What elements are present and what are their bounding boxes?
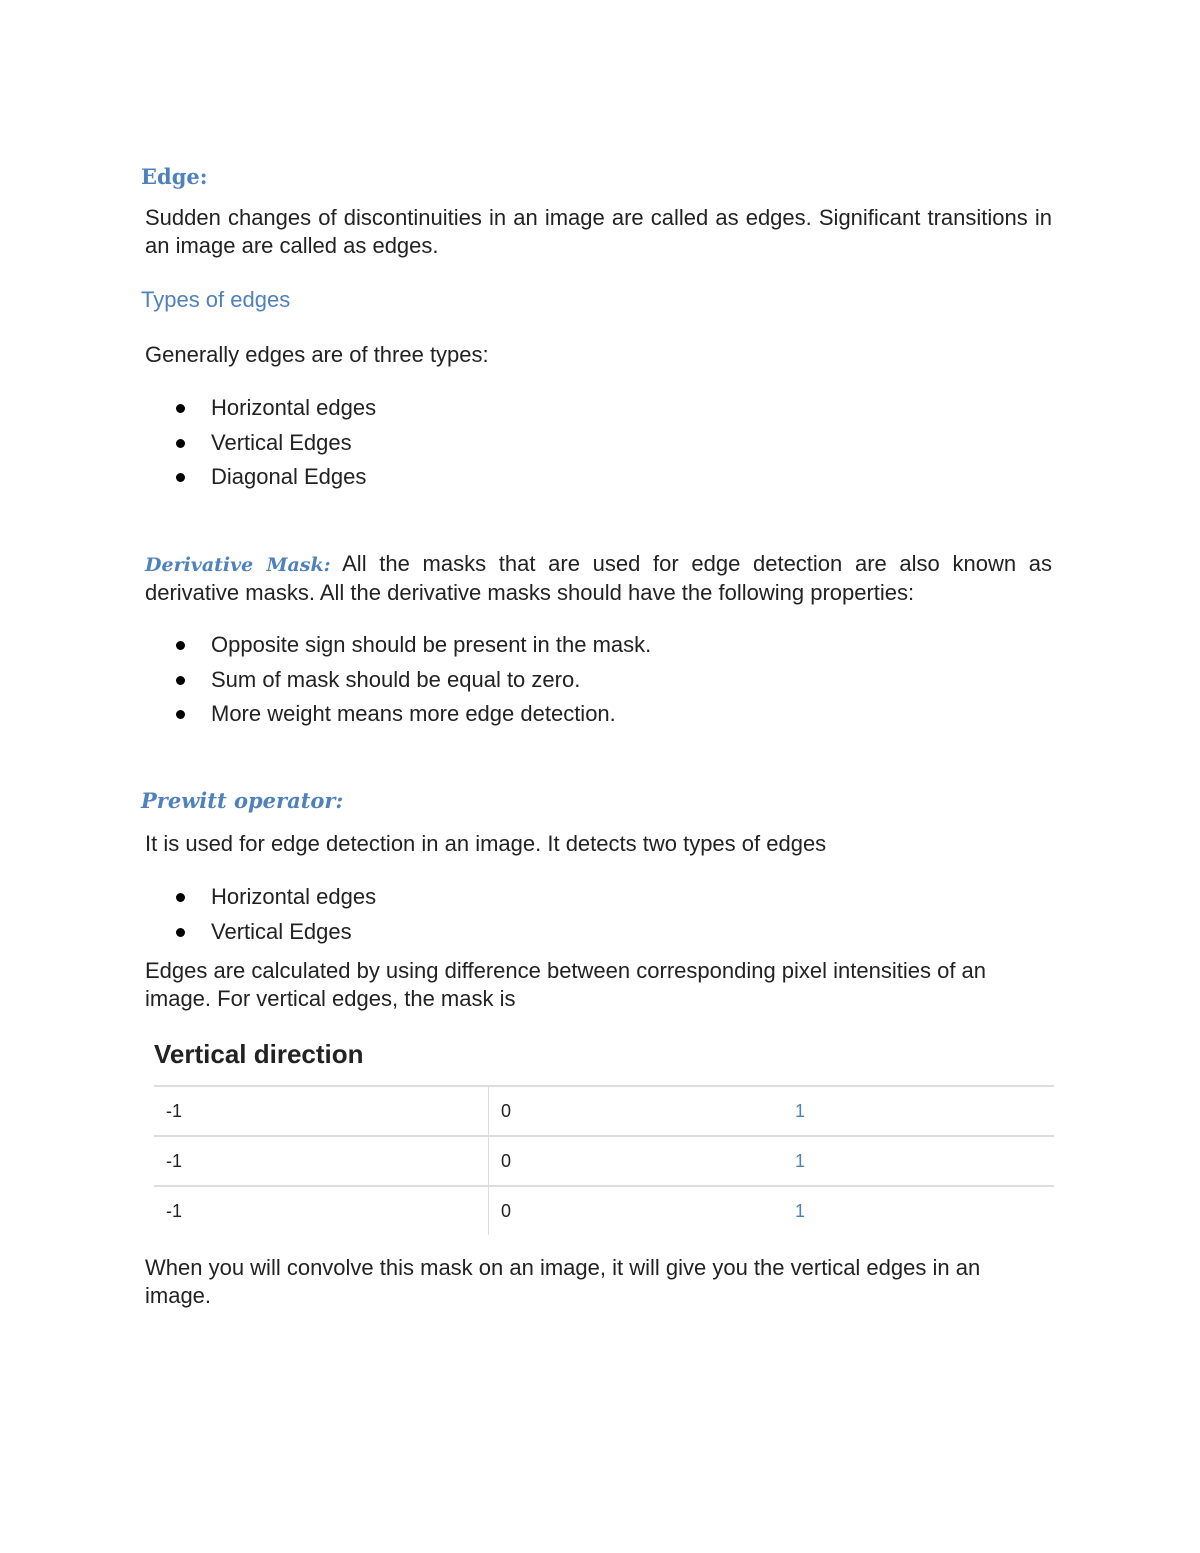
table-cell: 0	[489, 1186, 784, 1235]
list-item-text: Vertical Edges	[211, 918, 352, 944]
types-heading: Types of edges	[141, 287, 291, 312]
table-row	[154, 1136, 1054, 1186]
list-item-text: Horizontal edges	[211, 884, 377, 909]
list-item	[145, 915, 376, 950]
bullet-icon	[176, 439, 185, 448]
derivative-list	[145, 628, 651, 732]
table-row	[154, 1086, 1054, 1136]
bullet-icon	[176, 404, 185, 413]
list-item-text: Vertical Edges	[211, 429, 352, 455]
list-item-text: Horizontal edges	[211, 395, 377, 420]
list-item-text: More weight means more edge detection.	[211, 701, 616, 726]
list-item-text: Opposite sign should be present in the mask.	[211, 632, 652, 657]
table-cell: 0	[489, 1086, 784, 1136]
bullet-icon	[176, 710, 185, 719]
derivative-heading: Derivative Mask:	[145, 554, 331, 576]
table-cell: 0	[489, 1136, 784, 1186]
types-list	[145, 391, 376, 495]
closing-paragraph: When you will convolve this mask on an image, it will give you the vertical edges in an image.	[145, 1255, 981, 1308]
types-intro: Generally edges are of three types:	[145, 342, 489, 367]
table-cell: -1	[154, 1136, 489, 1186]
vertical-mask-table	[154, 1085, 1054, 1235]
table-title: Vertical direction	[154, 1039, 364, 1069]
list-item	[145, 460, 376, 495]
list-item	[145, 391, 376, 426]
prewitt-heading: Prewitt operator:	[141, 788, 344, 813]
bullet-icon	[176, 928, 185, 937]
list-item	[145, 880, 376, 915]
list-item	[145, 426, 376, 461]
list-item	[145, 663, 651, 698]
table-cell: -1	[154, 1086, 489, 1136]
table-cell: 1	[783, 1186, 1054, 1235]
bullet-icon	[176, 641, 185, 650]
prewitt-intro: It is used for edge detection in an image. It detects two types of edges	[145, 831, 827, 856]
edge-heading: Edge:	[141, 164, 208, 189]
derivative-paragraph	[145, 550, 1052, 607]
table-cell: 1	[783, 1136, 1054, 1186]
table-cell: 1	[783, 1086, 1054, 1136]
bullet-icon	[176, 893, 185, 902]
table-cell: -1	[154, 1186, 489, 1235]
table-row	[154, 1186, 1054, 1235]
prewitt-paragraph: Edges are calculated by using difference between corresponding pixel intensities of an image. For vertical edges, the mask is	[145, 958, 987, 1011]
prewitt-list	[145, 880, 376, 949]
list-item-text: Sum of mask should be equal to zero.	[211, 666, 581, 692]
list-item	[145, 628, 651, 663]
edge-paragraph: Sudden changes of discontinuities in an image are called as edges. Significant transitions in an image are called as edges.	[145, 205, 1052, 258]
bullet-icon	[176, 473, 185, 482]
list-item-text: Diagonal Edges	[211, 464, 367, 489]
derivative-text: All the masks that are used for edge detection are also known as derivative masks. All the derivative masks should have the following properties:	[145, 551, 1052, 605]
bullet-icon	[176, 676, 185, 685]
list-item	[145, 697, 651, 732]
